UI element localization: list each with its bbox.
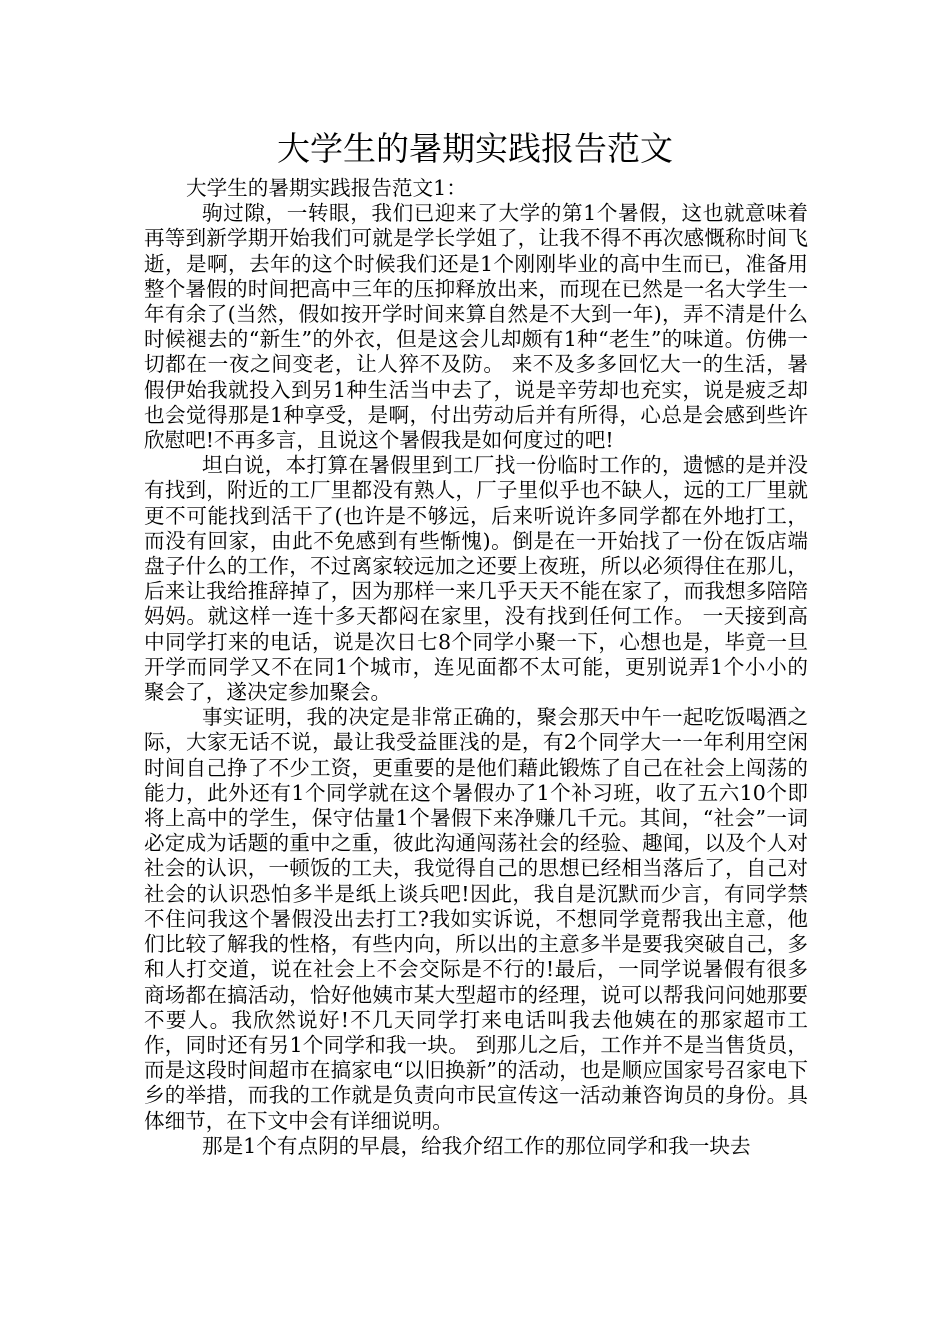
paragraph-1: 驹过隙，一转眼，我们已迎来了大学的第1个暑假，这也就意味着再等到新学期开始我们可就是学长学姐了，让我不得不再次感慨称时间飞逝，是啊，去年的这个时候我们还是1个刚刚毕业的高中生而已，准备用整个暑假的时间把高中三年的压抑释放出来，而现在已然是一名大学生一年有余了(当然，假如按开学时间来算自然是不大到一年)，弄不清是什么时候褪去的“新生”的外衣，但是这会儿却颇有1种“老生”的味道。仿佛一切都在一夜之间变老，让人猝不及防。 来不及多多回忆大一的生活，暑假伊始我就投入到另1种生活当中去了，说是辛劳却也充实，说是疲乏却也会觉得那是1种享受，是啊，付出劳动后并有所得，心总是会感到些许欣慰吧!不再多言，且说这个暑假我是如何度过的吧!: [144, 201, 808, 453]
document-title: 大学生的暑期实践报告范文: [277, 129, 673, 168]
paragraph-2: 坦白说，本打算在暑假里到工厂找一份临时工作的，遗憾的是并没有找到，附近的工厂里都没有熟人，厂子里似乎也不缺人，远的工厂里就更不可能找到活干了(也许是不够远，后来听说许多同学都在外地打工，而没有回家，由此不免感到有些惭愧)。倒是在一开始找了一份在饭店端盘子什么的工作，不过离家较远加之还要上夜班，所以必须得住在那儿，后来让我给推辞掉了，因为那样一来几乎天天不能在家了，而我想多陪陪妈妈。就这样一连十多天都闷在家里，没有找到任何工作。 一天接到高中同学打来的电话，说是次日七8个同学小聚一下，心想也是，毕竟一旦开学而同学又不在同1个城市，连见面都不太可能，更别说弄1个小小的聚会了，遂决定参加聚会。: [144, 453, 808, 705]
document-subtitle: 大学生的暑期实践报告范文1：: [186, 176, 467, 200]
paragraph-3: 事实证明，我的决定是非常正确的，聚会那天中午一起吃饭喝酒之际，大家无话不说，最让我受益匪浅的是，有2个同学大一一年利用空闲时间自己挣了不少工资，更重要的是他们藉此锻炼了自己在社会上闯荡的能力，此外还有1个同学就在这个暑假办了1个补习班，收了五六10个即将上高中的学生，保守估量1个暑假下来净赚几千元。其间，“社会”一词必定成为话题的重中之重，彼此沟通闯荡社会的经验、趣闻，以及个人对社会的认识，一顿饭的工夫，我觉得自己的思想已经相当落后了，自己对社会的认识恐怕多半是纸上谈兵吧!因此，我自是沉默而少言，有同学禁不住问我这个暑假没出去打工?我如实诉说，不想同学竟帮我出主意，他们比较了解我的性格，有些内向，所以出的主意多半是要我突破自己，多和人打交道，说在社会上不会交际是不行的!最后，一同学说暑假有很多商场都在搞活动，恰好他姨市某大型超市的经理，说可以帮我问问她那要不要人。我欣然说好!不几天同学打来电话叫我去他姨在的那家超市工作，同时还有另1个同学和我一块。 到那儿之后，工作并不是当售货员，而是这段时间超市在搞家电“以旧换新”的活动，也是顺应国家号召家电下乡的举措，而我的工作就是负责向市民宣传这一活动兼咨询员的身份。具体细节，在下文中会有详细说明。: [144, 705, 808, 1133]
document-body: [144, 176, 808, 1159]
paragraph-4: 那是1个有点阴的早晨，给我介绍工作的那位同学和我一块去: [202, 1133, 751, 1158]
